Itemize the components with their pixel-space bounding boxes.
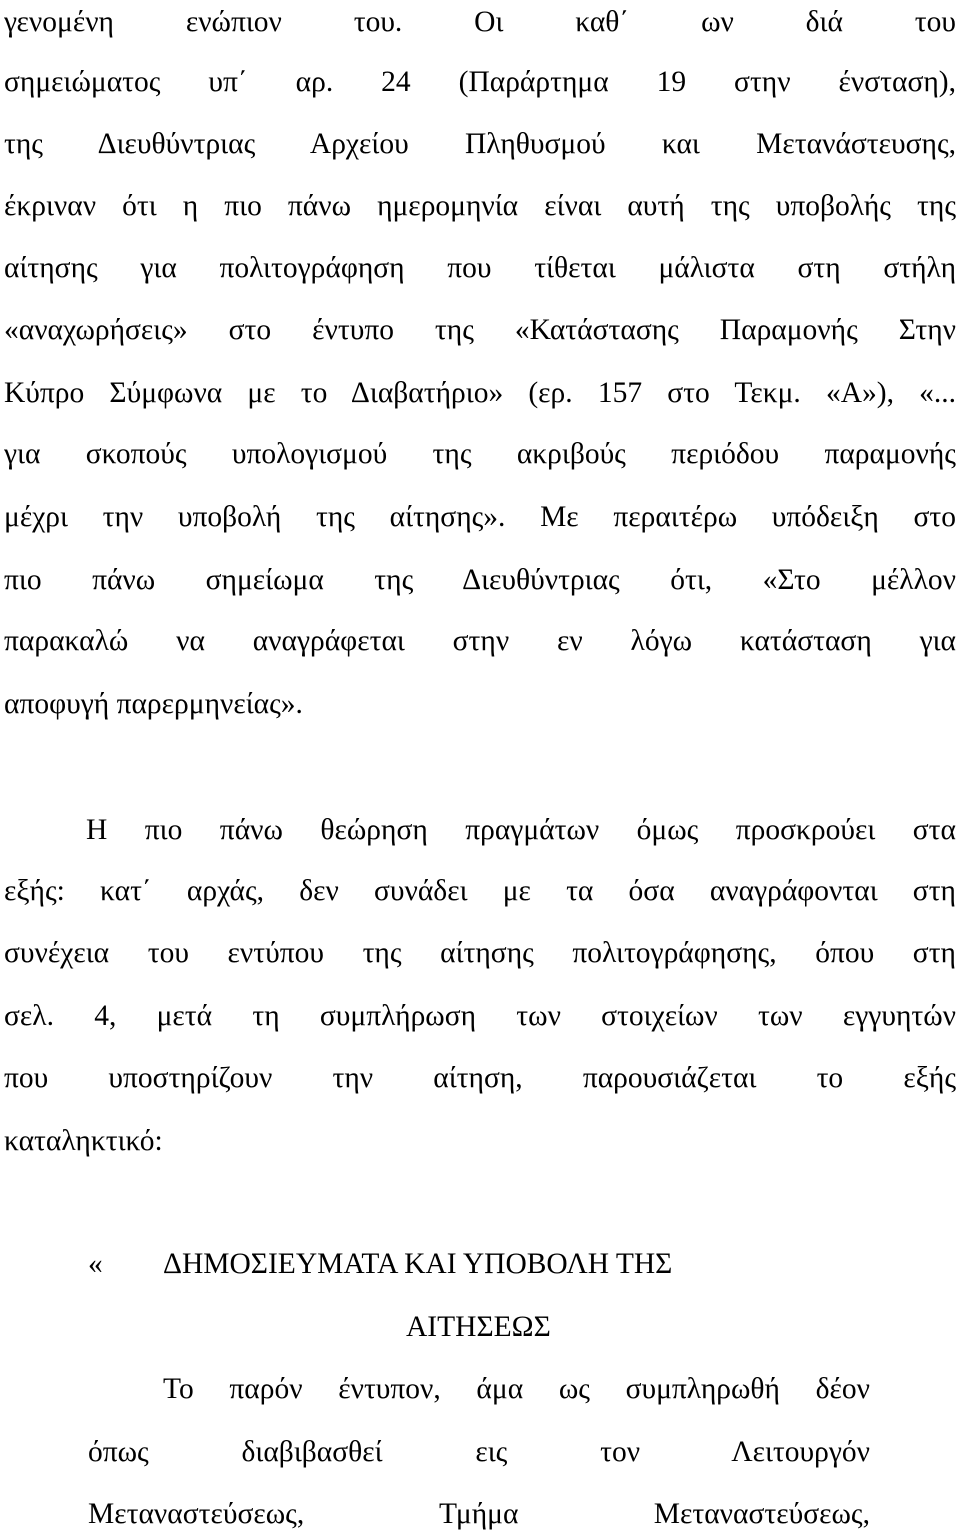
- text-line: για σκοπούς υπολογισμού της ακριβούς περιόδου παραμονής: [4, 438, 956, 470]
- text-line: έκριναν ότι η πιο πάνω ημερομηνία είναι αυτή της υποβολής της: [4, 190, 956, 222]
- text-line: αίτησης για πολιτογράφηση που τίθεται μάλιστα στη στήλη: [4, 252, 956, 284]
- text-line: «αναχωρήσεις» στο έντυπο της «Κατάστασης Παραμονής Στην: [4, 314, 956, 346]
- text-line: εξής: κατ΄ αρχάς, δεν συνάδει με τα όσα αναγράφονται στη: [4, 875, 956, 907]
- text-line: Κύπρο Σύμφωνα με το Διαβατήριο» (ερ. 157 στο Τεκμ. «Α»), «...: [4, 377, 956, 409]
- text-line: καταληκτικό:: [4, 1125, 163, 1157]
- quotation-body-line: Μεταναστεύσεως, Τμήμα Μεταναστεύσεως,: [88, 1498, 870, 1530]
- text-line: της Διευθύντριας Αρχείου Πληθυσμού και Μετανάστευσης,: [4, 128, 956, 160]
- text-line: σελ. 4, μετά τη συμπλήρωση των στοιχείων των εγγυητών: [4, 1000, 956, 1032]
- text-line: Η πιο πάνω θεώρηση πραγμάτων όμως προσκρούει στα: [86, 814, 956, 846]
- text-line: που υποστηρίζουν την αίτηση, παρουσιάζεται το εξής: [4, 1062, 956, 1094]
- open-quote-mark: «: [88, 1248, 103, 1280]
- text-line: μέχρι την υποβολή της αίτησης». Με περαιτέρω υπόδειξη στο: [4, 501, 956, 533]
- quotation-body-line: Το παρόν έντυπον, άμα ως συμπληρωθή δέον: [163, 1373, 870, 1405]
- text-line: πιο πάνω σημείωμα της Διευθύντριας ότι, «Στο μέλλον: [4, 564, 956, 596]
- text-line: γενομένη ενώπιον του. Οι καθ΄ ων διά του: [4, 6, 956, 38]
- text-line: αποφυγή παρερμηνείας».: [4, 688, 303, 720]
- text-line: παρακαλώ να αναγράφεται στην εν λόγω κατάσταση για: [4, 625, 956, 657]
- text-line: συνέχεια του εντύπου της αίτησης πολιτογράφησης, όπου στη: [4, 937, 956, 969]
- quotation-title-line-2: ΑΙΤΗΣΕΩΣ: [406, 1311, 551, 1343]
- quotation-title-line-1: ΔΗΜΟΣΙΕΥΜΑΤΑ ΚΑΙ ΥΠΟΒΟΛΗ ΤΗΣ: [163, 1248, 673, 1280]
- quotation-body-line: όπως διαβιβασθεί εις τον Λειτουργόν: [88, 1436, 870, 1468]
- text-line: σημειώματος υπ΄ αρ. 24 (Παράρτημα 19 στην ένσταση),: [4, 66, 956, 98]
